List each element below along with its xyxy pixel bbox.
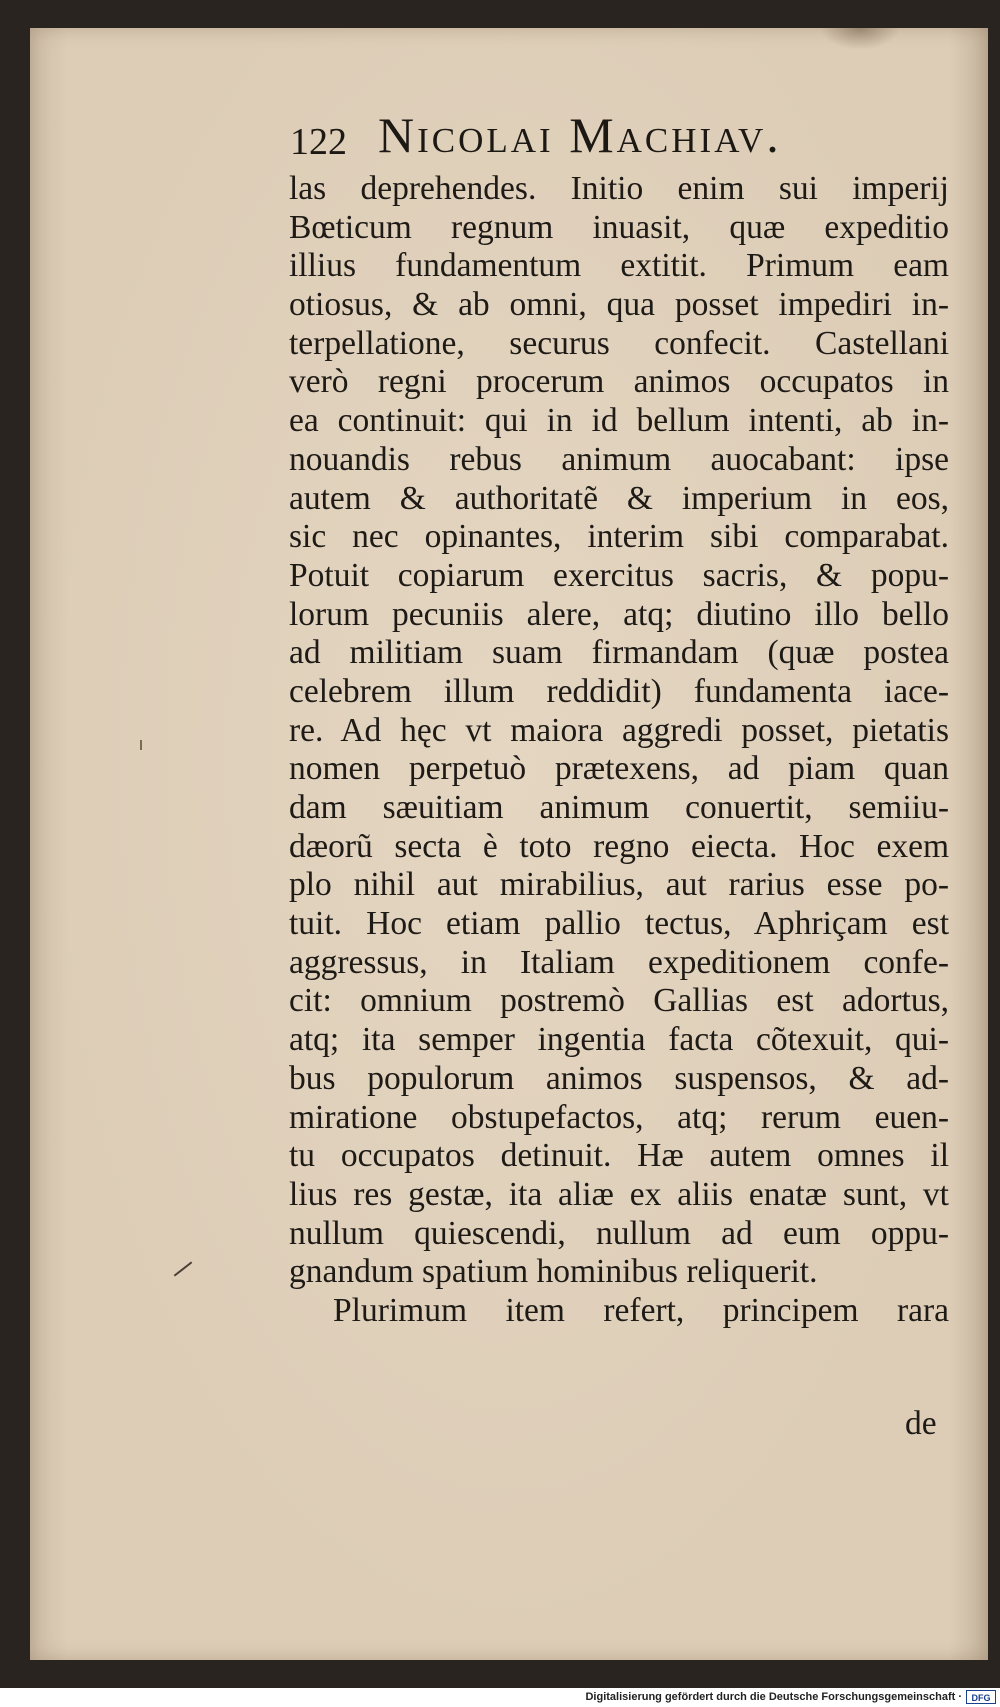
text-line: illius fundamentum extitit. Primum eam <box>289 247 949 285</box>
text-line: tu occupatos detinuit. Hæ autem omnes il <box>289 1137 949 1175</box>
margin-mark <box>140 740 142 750</box>
text-line: tuit. Hoc etiam pallio tectus, Aphriçam est <box>289 905 949 943</box>
text-line: terpellatione, securus confecit. Castellani <box>289 324 949 362</box>
text-line: atq; ita semper ingentia facta cõtexuit, qui- <box>289 1021 949 1059</box>
margin-pen-mark <box>174 1261 193 1276</box>
body-text <box>289 170 949 1331</box>
text-line: las deprehendes. Initio enim sui imperij <box>289 170 949 207</box>
text-line: dæorũ secta è toto regno eiecta. Hoc exem <box>289 827 949 865</box>
footer-credit: Digitalisierung gefördert durch die Deutsche Forschungsgemeinschaft · <box>585 1691 962 1703</box>
text-line: nouandis rebus animum auocabant: ipse <box>289 440 949 478</box>
text-line: nullum quiescendi, nullum ad eum oppu- <box>289 1214 949 1252</box>
text-line: aggressus, in Italiam expeditionem confe- <box>289 943 949 981</box>
text-line: plo nihil aut mirabilius, aut rarius esse po- <box>289 866 949 904</box>
text-line: celebrem illum reddidit) fundamenta iace- <box>289 672 949 710</box>
page-number: 122 <box>290 121 347 163</box>
text-line: Bœticum regnum inuasit, quæ expeditio <box>289 208 949 246</box>
text-line: autem & authoritatẽ & imperium in eos, <box>289 479 949 517</box>
text-line: verò regni procerum animos occupatos in <box>289 363 949 401</box>
text-line: ad militiam suam firmandam (quæ postea <box>289 634 949 672</box>
text-line: ea continuit: qui in id bellum intenti, ab in- <box>289 402 949 440</box>
text-line: lius res gestæ, ita aliæ ex aliis enatæ sunt, vt <box>289 1175 949 1213</box>
text-line: lorum pecuniis alere, atq; diutino illo bello <box>289 595 949 633</box>
footer-bar <box>0 1688 1000 1707</box>
text-line: otiosus, & ab omni, qua posset impediri in- <box>289 286 949 324</box>
catchword: de <box>905 1405 937 1442</box>
text-line: gnandum spatium hominibus reliquerit. <box>289 1253 818 1291</box>
text-line: nomen perpetuò prætexens, ad piam quan <box>289 750 949 788</box>
text-line: bus populorum animos suspensos, & ad- <box>289 1059 949 1097</box>
page-header <box>290 106 990 170</box>
page-stain <box>820 28 900 50</box>
dfg-logo: DFG <box>966 1690 996 1704</box>
running-head: Nicolai Machiav. <box>378 107 782 163</box>
text-line: cit: omnium postremò Gallias est adortus, <box>289 982 949 1020</box>
text-line: miratione obstupefactos, atq; rerum euen- <box>289 1098 949 1136</box>
text-line: Plurimum item refert, principem rara <box>333 1291 949 1329</box>
text-line: Potuit copiarum exercitus sacris, & popu- <box>289 556 949 594</box>
text-line: re. Ad hęc vt maiora aggredi posset, pietatis <box>289 711 949 749</box>
text-line: dam sæuitiam animum conuertit, semiiu- <box>289 789 949 826</box>
text-line: sic nec opinantes, interim sibi comparabat. <box>289 518 949 556</box>
